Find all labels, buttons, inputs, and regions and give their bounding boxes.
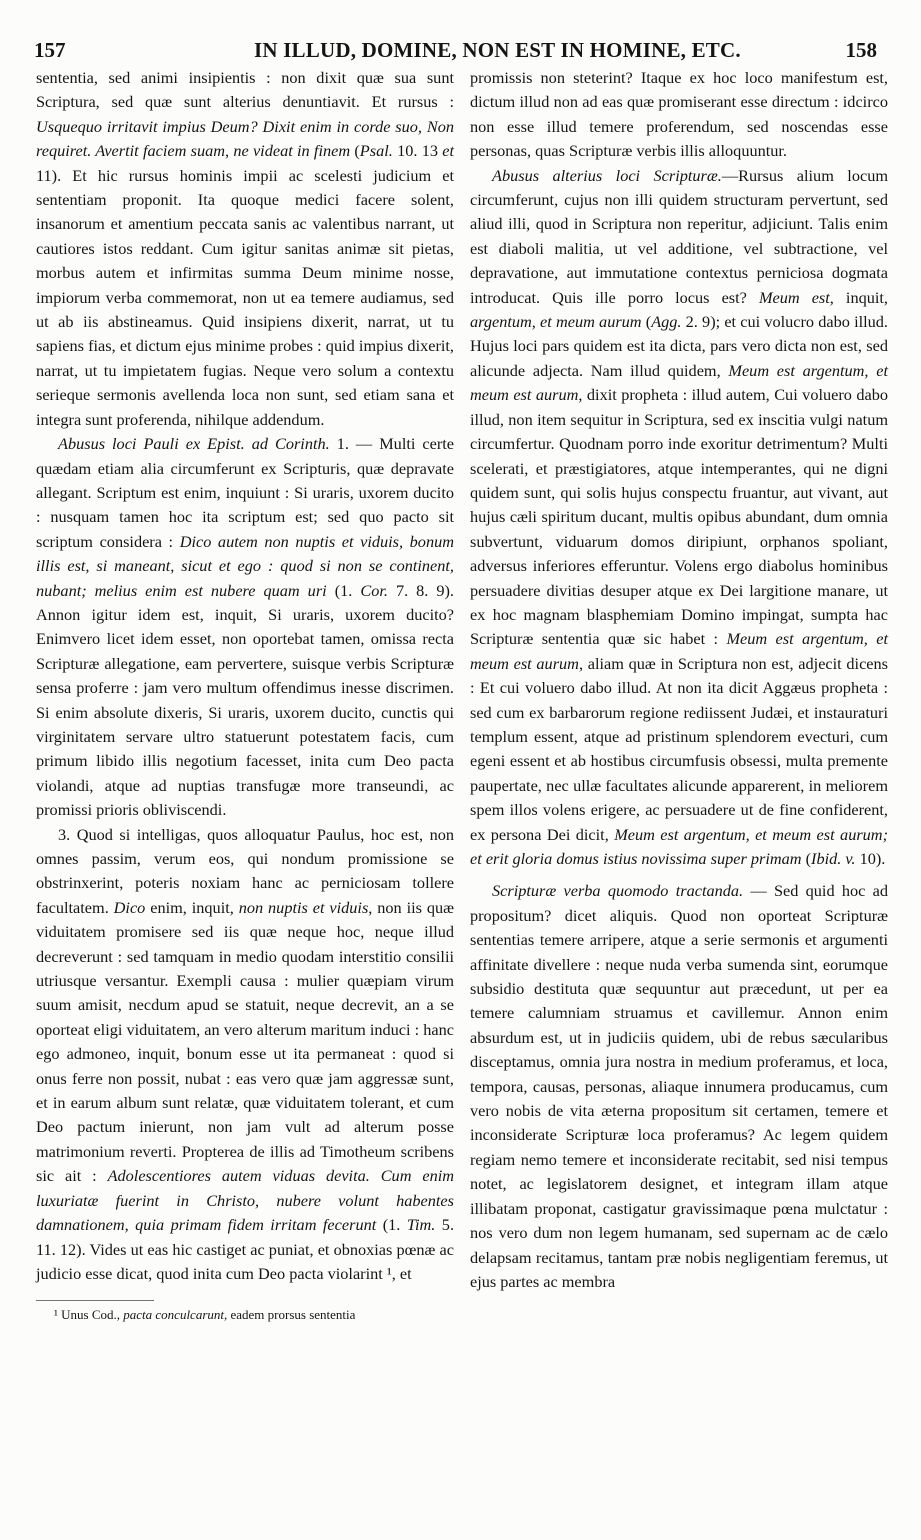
left-column: [36, 66, 454, 1323]
section-heading-alterius: Abusus alterius loci Scripturæ.: [492, 165, 722, 185]
footnote-divider: [36, 1300, 154, 1301]
left-page-number: 157: [34, 38, 66, 62]
left-paragraph-2: Abusus loci Pauli ex Epist. ad Corinth. 1. — Multi certe quædam etiam alia circumferunt ex Scripturis, quæ depravate allegant. Scriptum est enim, inquiunt : Si uraris, uxorem ducito : nusquam tamen hoc ita scriptum est; sed quo pacto sit scriptum considera : Dico autem non nuptis et viduis, bonum illis est, si maneant, sicut et ego : quod si non se continent, nubant; melius enim est nubere quam uri (1. Cor. 7. 8. 9). Annon igitur idem est, inquit, Si uraris, uxorem ducito? Enimvero licet idem esset, non oportebat tamen, omissa recta Scripturæ allegatione, eam pervertere, suisque verbis Scripturæ sensa proferre : jam vero multum offendimus inesse discrimen. Si enim absolute dixeris, Si uraris, uxorem ducito, cunctis qui virginitatem servare ultro statuerunt potestatem facis, cum primum libido illis negotium facesset, inita cum Deo pacta violandi, atque ad nuptias transfugæ more transeundi, ac promissi prioris obliviscendi.: [36, 434, 455, 820]
left-paragraph-3: 3. Quod si intelligas, quos alloquatur Paulus, hoc est, non omnes passim, verum eos, qui nondum promissione se obstrinxerint, poteris noxiam hanc ac perniciosam tollere facultatem. Dico enim, inquit, non nuptis et viduis, non iis quæ viduitatem promisere sed iis quæ neque hoc, neque illud decreverunt : sed tamquam in medio quodam interstitio consilii utriusque versantur. Exempli causa : mulier quæpiam virum suum amisit, necdum apud se statuit, neque decrevit, an a se oporteat eligi viduitatem, an vero alterum maritum induci : hanc ego admoneo, inquit, bonum esse ut ita permaneat : quod si onus ferre non possit, nubat : eas vero quæ jam aggressæ sunt, et in earum album sunt relatæ, quæ viduitatem tolerant, et cum Deo pactum inierunt, non jam vult ad alterum posse matrimonium reverti. Propterea de illis ad Timotheum scribens sic ait : Adolescentiores autem viduas devita. Cum enim luxuriatæ fuerint in Christo, nubere volunt habentes damnationem, quia primam fidem irritam fecerunt (1. Tim. 5. 11. 12). Vides ut eas hic castiget ac puniat, et obnoxias pœnæ ac judicio esse dicat, quod inita cum Deo pacta violarint ¹, et: [36, 824, 455, 1283]
page-header: [0, 38, 921, 64]
left-paragraph-1: sententia, sed animi insipientis : non dixit quæ sua sunt Scriptura, sed quæ sunt alterius denuntiavit. Et rursus : Usquequo irritavit impius Deum? Dixit enim in corde suo, Non requiret. Avertit faciem suam, ne videat in finem (Psal. 10. 13 et 11). Et hic rursus hominis impii ac scelesti judicium et sententiam proponit. Ita quoque medici facere solent, insanorum et amentium peccata sanis ac valentibus narrant, ut cautiores istos reddant. Cum igitur sanitas animæ sit pietas, morbus autem et infirmitas summa Deum minime nosse, impiorum verba commemorat, non ut ea temere audiamus, sed ut ab iis abstineamus. Quid insipiens dixerit, narrat, ut tu sapiens fias, et dictum ejus minime probes : quid impius dixerit, narrat, ut tu impietatem fugias. Neque vero solum a contextu serieque sermonis avellenda loca non sunt, sed etiam sana et integra sunt proferenda, nihilque addendum.: [36, 68, 455, 429]
right-paragraph-1: promissis non steterint? Itaque ex hoc loco manifestum est, dictum illud non ad eas quæ promiserant esse directum : idcirco non esse illud temere proferendum, sed noscendas esse personas, quas Scripturæ verbis illis alloquuntur.: [470, 68, 888, 161]
right-column: [470, 66, 888, 1294]
running-title: IN ILLUD, DOMINE, NON EST IN HOMINE, ETC.: [254, 38, 741, 62]
section-heading-tractanda: Scripturæ verba quomodo tractanda.: [492, 881, 744, 901]
footnote: ¹ Unus Cod., pacta conculcarunt, eadem prorsus sententia: [54, 1307, 356, 1323]
section-heading-pauli: Abusus loci Pauli ex Epist. ad Corinth.: [58, 434, 330, 454]
right-page-number: 158: [845, 38, 877, 62]
right-paragraph-3: Scripturæ verba quomodo tractanda. — Sed quid hoc ad propositum? dicet aliquis. Quod non oporteat Scripturæ sententias temere arripere, atque a serie sermonis et argumenti affinitate divellere : neque nuda verba sumenda sint, eorumque subsidio destituta quæ sequuntur aut præcedunt, ut per ea temere calumniam struamus et cavillemur. Annon enim absurdum est, ut in judiciis quidem, ubi de rebus sæcularibus disceptamus, omnia jura nostra in medium proferamus, et loca, tempora, causas, personas, aliaque innumera producamus, cum vero nobis de vita æterna propositum sit certamen, temere et inconsiderate Scripturæ loca proferamus? Ac legem quidem regiam nemo temere et inconsiderate recitabit, sed nisi tempus notet, ac legislatorem designet, et integram illam atque illibatam proponat, castigatur gravissimaque pœna mulctatur : nos vero dum non legem humanam, sed supernam ac de cælo delapsam recitamus, tantam præ nobis negligentiam feremus, ut ejus partes ac membra: [470, 881, 888, 1291]
right-paragraph-2: Abusus alterius loci Scripturæ.—Rursus alium locum circumferunt, cujus non illi quidem structuram pervertunt, sed aliud illi, quod in Scriptura non reperitur, adjiciunt. Talis enim est diaboli malitia, ut vel additione, vel subtractione, vel depravatione, aut immutatione contextus perniciosa dogmata introducat. Quis ille porro locus est? Meum est, inquit, argentum, et meum aurum (Agg. 2. 9); et cui volucro dabo illud. Hujus loci pars quidem est ita dicta, pars vero dicta non est, sed alicunde adjecta. Nam illud quidem, Meum est argentum, et meum est aurum, dixit propheta : illud autem, Cui voluero dabo illud, non item sequitur in Scriptura, sed ex inscitia vulgi natum circumfertur. Quodnam porro inde exoritur detrimentum? Multi scelerati, et præstigiatores, atque intemperantes, qui ne digni quidem sunt, qui solis hujus conspectu fruantur, aut vivant, aut hujus cæli spiritum ducant, multis opibus abundant, dum omnia subvertunt, viduarum domos diripiunt, orphanos spoliant, adversus inferiores efferuntur. Volens ergo diabolus hominibus persuadere divitias desuper atque ex Dei largitione manare, ut ex hoc magnam blasphemiam Domino impingat, sumpta hac Scripturæ sententia quæ sic habet : Meum est argentum, et meum est aurum, aliam quæ in Scriptura non est, adjecit dicens : Et cui voluero dabo illud. At non ita dicit Aggæus propheta : sed cum ex barbarorum regione rediissent Judæi, et instauraturi templum essent, atque ad pristinum splendorem evecturi, cum egeni essent et ab hostibus circumfusis obsessi, multa premente paupertate, nec ullæ facultates alicunde apparerent, in meliorem spem illos volens erigere, ac persuadere ut de fine confiderent, ex persona Dei dicit, Meum est argentum, et meum est aurum; et erit gloria domus istius novissima super primam (Ibid. v. 10).: [470, 165, 889, 868]
